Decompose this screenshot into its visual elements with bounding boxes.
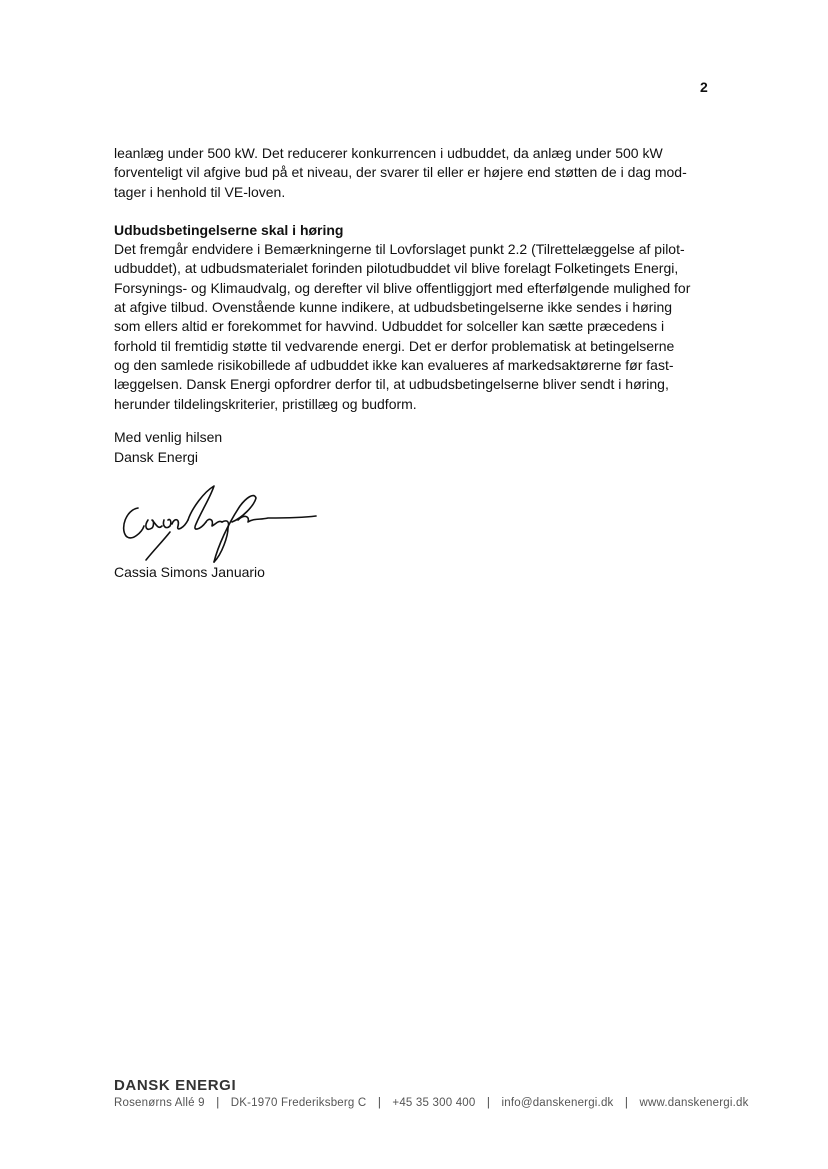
closing-block [114,428,222,467]
section-line: udbuddet), at udbudsmaterialet forinden pilotudbuddet vil blive forelagt Folketingets Energi, [114,260,679,277]
separator: | [486,1097,491,1109]
section-line: og den samlede risikobillede af udbuddet ikke kan evalueres af markedsaktørerne før fast- [114,356,674,373]
separator: | [216,1097,220,1109]
letter-body [114,144,720,414]
footer-contact [114,1097,749,1109]
section-line: herunder tildelingskriterier, pristillæg og budform. [114,395,417,412]
section-line: Forsynings- og Klimaudvalg, og derefter vil blive offentliggjort med efterfølgende mulighed for [114,279,691,296]
footer-address: Rosenørns Allé 9 [114,1097,205,1109]
greeting: Med venlig hilsen [114,429,223,445]
organisation-name: Dansk Energi [114,448,199,465]
footer-phone[interactable]: +45 35 300 400 [392,1097,476,1109]
signer-name: Cassia Simons Januario [114,564,265,580]
brand-word-dansk: DANSK [114,1077,176,1094]
section-line: læggelsen. Dansk Energi opfordrer derfor til, at udbudsbetingelserne bliver sendt i høring, [114,376,669,393]
intro-line: tager i henhold til VE-loven. [114,183,286,200]
handwritten-signature [118,480,328,565]
separator: | [377,1097,382,1109]
footer-city: DK-1970 Frederiksberg C [230,1097,367,1109]
separator: | [624,1097,629,1109]
intro-line: leanlæg under 500 kW. Det reducerer konkurrencen i udbuddet, da anlæg under 500 kW [114,145,663,161]
page-number: 2 [700,79,708,95]
footer-email[interactable]: info@danskenergi.dk [501,1097,614,1109]
section-heading: Udbudsbetingelserne skal i høring [114,221,344,238]
intro-line: forventeligt vil afgive bud på et niveau, der svarer til eller er højere end støtten de i dag mod- [114,164,687,181]
section-line: at afgive tilbud. Ovenstående kunne indikere, at udbudsbetingelserne ikke sendes i høring [114,299,673,316]
section-line: forhold til fremtidig støtte til vedvarende energi. Det er derfor problematisk at betingelserne [114,337,675,354]
brand-word-energi: ENERGI [175,1077,237,1094]
footer-brand-logo [114,1077,236,1094]
section-line: Det fremgår endvidere i Bemærkningerne til Lovforslaget punkt 2.2 (Tilrettelæggelse af pilot- [114,241,685,258]
section-line: som ellers altid er forekommet for havvind. Udbuddet for solceller kan sætte præcedens i [114,318,665,335]
footer-website[interactable]: www.danskenergi.dk [639,1097,749,1109]
